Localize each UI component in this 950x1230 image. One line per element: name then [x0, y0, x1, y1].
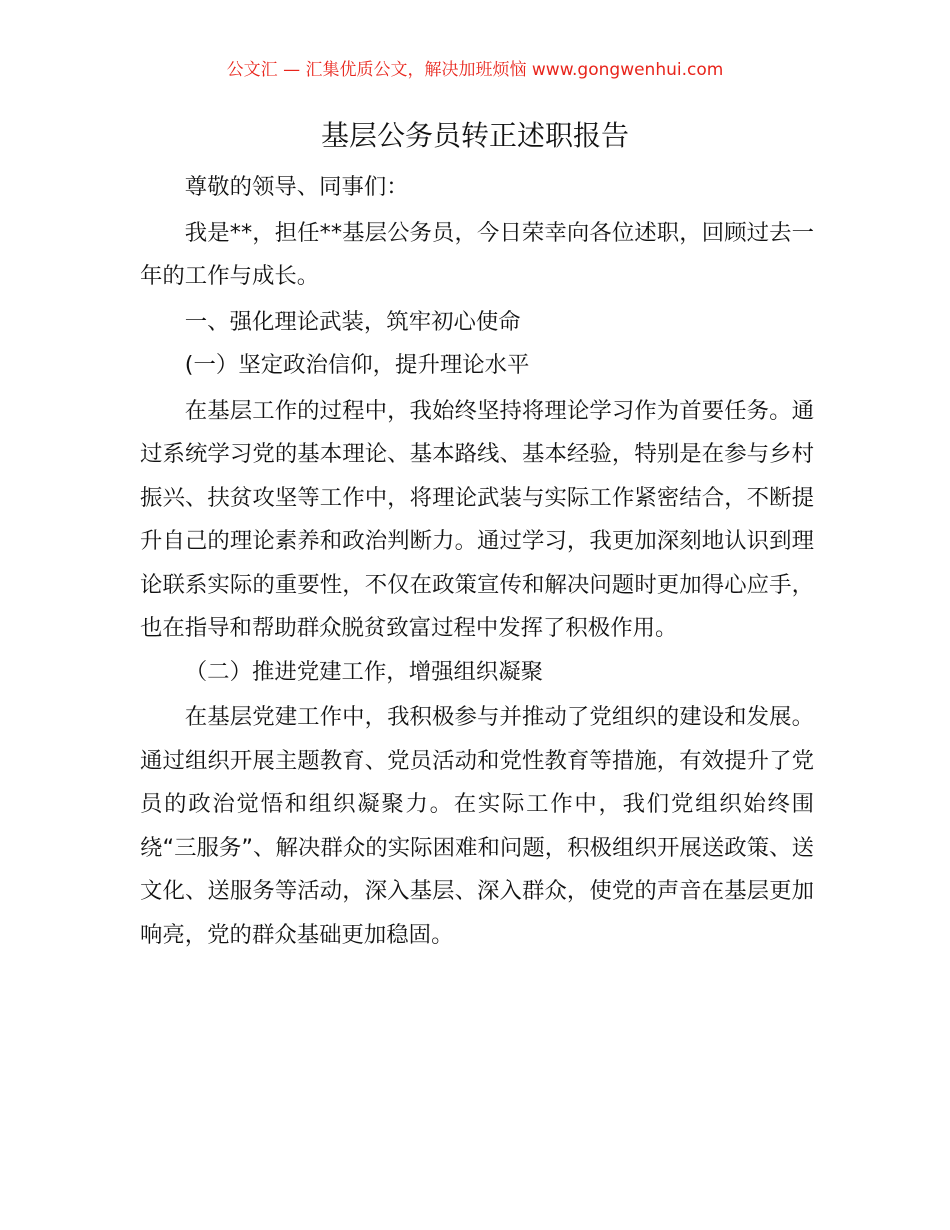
intro-paragraph: 我是**，担任**基层公务员，今日荣幸向各位述职，回顾过去一年的工作与成长。: [140, 219, 814, 289]
subsection-heading-2: （二）推进党建工作，增强组织凝聚: [184, 658, 544, 685]
page-title: 基层公务员转正述职报告: [320, 119, 629, 152]
body-paragraph-2: 在基层党建工作中，我积极参与并推动了党组织的建设和发展。通过组织开展主题教育、党员活动和党性教育等措施，有效提升了党员的政治觉悟和组织凝聚力。在实际工作中，我们党组织始终围绕“三服务”、解决群众的实际困难和问题，积极组织开展送政策、送文化、送服务等活动，深入基层、深入群众，使党的声音在基层更加响亮，党的群众基础更加稳固。: [140, 704, 814, 948]
subsection-heading-1: (一）坚定政治信仰，提升理论水平: [184, 352, 530, 378]
salutation: 尊敬的领导、同事们：: [184, 174, 409, 200]
document-body: [140, 166, 814, 957]
body-paragraph-1: 在基层工作的过程中，我始终坚持将理论学习作为首要任务。通过系统学习党的基本理论、基本路线、基本经验，特别是在参与乡村振兴、扶贫攻坚等工作中，将理论武装与实际工作紧密结合，不断提升自己的理论素养和政治判断力。通过学习，我更加深刻地认识到理论联系实际的重要性，不仅在政策宣传和解决问题时更加得心应手，也在指导和帮助群众脱贫致富过程中发挥了积极作用。: [140, 397, 814, 641]
site-header-banner: 公文汇 — 汇集优质公文，解决加班烦恼 www.gongwenhui.com: [226, 60, 724, 80]
section-heading-1: 一、强化理论武装，筑牢初心使命: [184, 308, 521, 335]
